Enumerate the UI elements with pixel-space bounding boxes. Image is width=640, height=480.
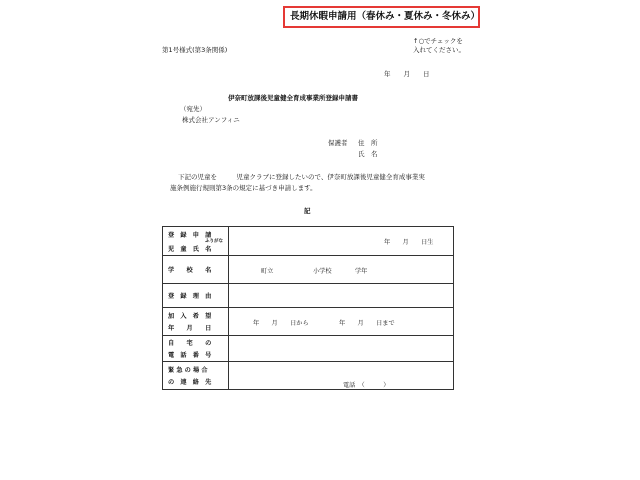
child-name-label-top: 登 録 申 請 [168, 231, 212, 239]
addressee: 株式会社アンフィニ [182, 116, 240, 124]
body-line2: 施条例施行規則第3条の規定に基づき申請します。 [170, 184, 317, 192]
form-number: 第1号様式(第3条関係) [162, 46, 228, 54]
birth-date-text: 年 月 日生 [384, 239, 434, 246]
table-row-emergency-contact [163, 362, 454, 390]
join-date-field[interactable] [229, 308, 454, 336]
title-box: 長期休暇申請用（春休み・夏休み・冬休み） [283, 6, 480, 28]
school-label: 学 校 名 [163, 256, 229, 284]
guardian-address-label: 住 所 [358, 139, 378, 147]
check-note [413, 37, 465, 55]
reason-label: 登 録 理 由 [163, 284, 229, 308]
date-line: 年 月 日 [384, 70, 430, 78]
join-date-label [163, 308, 229, 336]
furigana-label: ふりがな [205, 238, 223, 244]
addressee-label: （宛先） [180, 105, 206, 113]
join-from-text: 年 月 日から [253, 320, 309, 327]
emergency-contact-field[interactable] [229, 362, 454, 390]
table-row-reason [163, 284, 454, 308]
join-date-label-bottom: 年 月 日 [168, 325, 212, 332]
check-note-line1: ↑○でチェックを [413, 37, 463, 45]
body-line1: 下記の児童を 児童クラブに登録したいので、伊奈町放課後児童健全育成事業実 [178, 173, 425, 181]
emergency-contact-label-top: 緊 急 の 場 合 [168, 367, 208, 374]
table-row-school [163, 256, 454, 284]
school-text: 小学校 [313, 268, 332, 275]
home-phone-label-top: 自 宅 の [168, 340, 212, 347]
check-note-line2: 入れてください。 [413, 46, 465, 54]
home-phone-field[interactable] [229, 336, 454, 362]
registration-table [162, 226, 454, 390]
town-text: 町立 [261, 268, 274, 275]
join-date-label-top: 加 入 希 望 [168, 313, 212, 320]
child-name-label-bottom: 児 童 氏 名 [168, 245, 212, 253]
reason-field[interactable] [229, 284, 454, 308]
document-title: 伊奈町放課後児童健全育成事業所登録申請書 [228, 94, 358, 102]
emergency-contact-label-bottom: の 連 絡 先 [168, 379, 212, 386]
child-name-label [163, 227, 229, 256]
school-field[interactable] [229, 256, 454, 284]
home-phone-label [163, 336, 229, 362]
table-row-home-phone [163, 336, 454, 362]
join-to-text: 年 月 日まで [339, 320, 395, 327]
child-name-field[interactable] [229, 227, 454, 256]
home-phone-label-bottom: 電 話 番 号 [168, 352, 212, 359]
phone-text: 電話 （ ） [343, 382, 390, 389]
grade-text: 学年 [355, 268, 368, 275]
emergency-contact-label [163, 362, 229, 390]
guardian-label: 保護者 [328, 139, 348, 147]
ki-mark: 記 [304, 207, 311, 215]
table-row-join-date [163, 308, 454, 336]
guardian-name-label: 氏 名 [358, 150, 378, 158]
table-row-child-name [163, 227, 454, 256]
